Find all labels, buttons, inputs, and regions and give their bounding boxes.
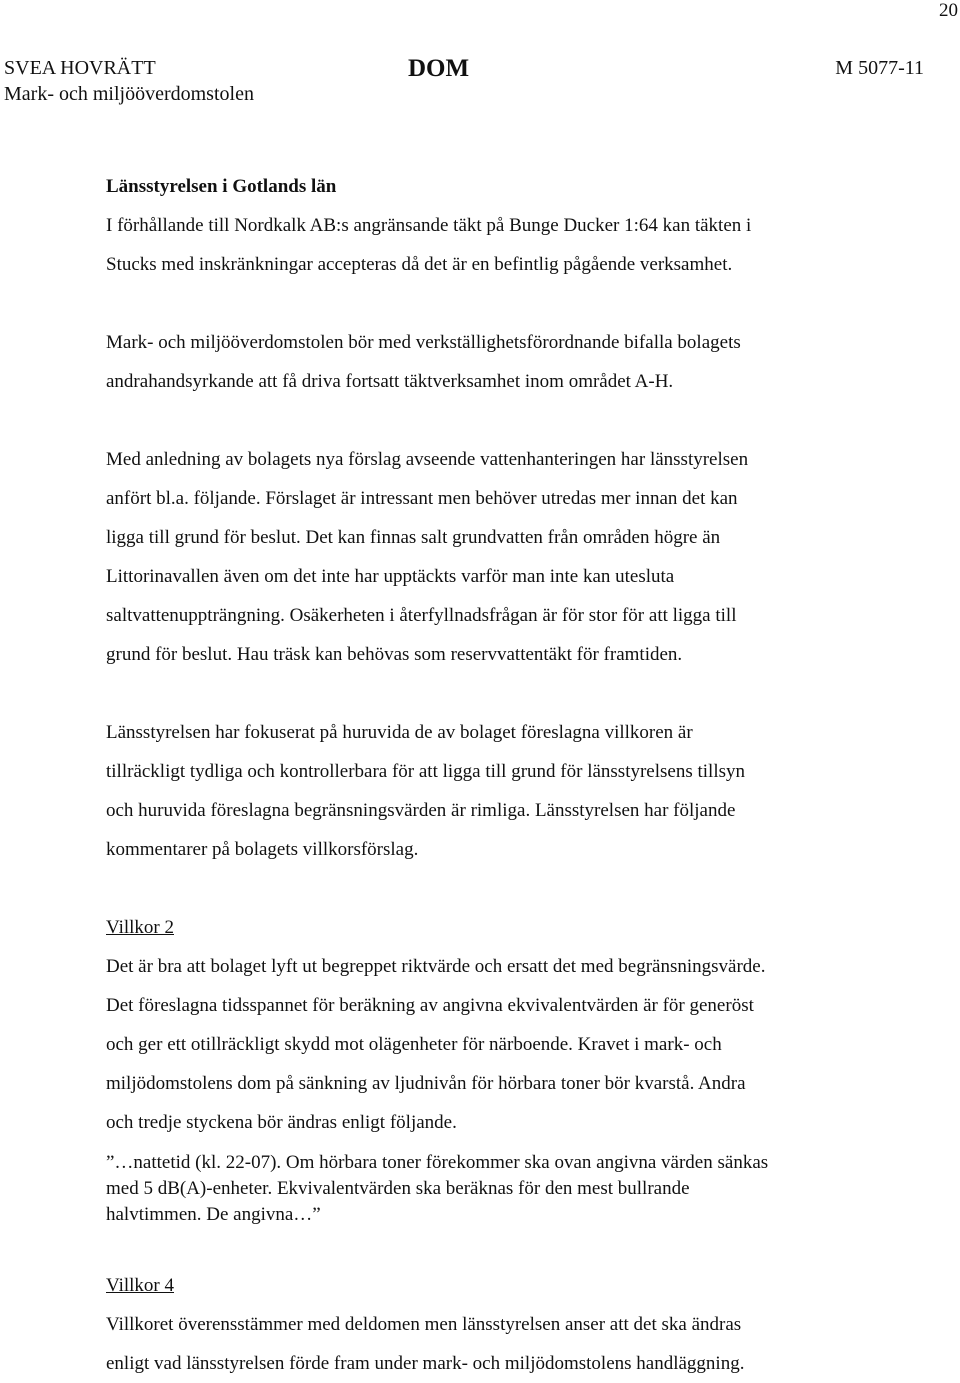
- page-number: 20: [939, 0, 958, 21]
- text-line: tillräckligt tydliga och kontrollerbara för att ligga till grund för länsstyrelsens tillsyn: [106, 761, 745, 782]
- document-body: [106, 167, 906, 1383]
- text-line: grund för beslut. Hau träsk kan behövas som reservvattentäkt för framtiden.: [106, 644, 683, 665]
- court-name-line2: Mark- och miljööverdomstolen: [4, 83, 254, 105]
- text-line: och huruvida föreslagna begränsningsvärden är rimliga. Länsstyrelsen har följande: [106, 800, 736, 821]
- paragraph-4: [106, 713, 906, 869]
- case-number: M 5077-11: [835, 57, 924, 79]
- text-line: Med anledning av bolagets nya förslag avseende vattenhanteringen har länsstyrelsen: [106, 449, 749, 470]
- text-line: Mark- och miljööverdomstolen bör med verkställighetsförordnande bifalla bolagets: [106, 332, 741, 353]
- paragraph-2: [106, 323, 906, 401]
- text-line: enligt vad länsstyrelsen förde fram under mark- och miljödomstolens handläggning.: [106, 1353, 745, 1374]
- text-line: Det föreslagna tidsspannet för beräkning av angivna ekvivalentvärden är för generöst: [106, 995, 754, 1016]
- text-line: och tredje styckena bör ändras enligt följande.: [106, 1112, 457, 1133]
- text-line: med 5 dB(A)-enheter. Ekvivalentvärden ska beräknas för den mest bullrande: [106, 1178, 690, 1199]
- text-line: miljödomstolens dom på sänkning av ljudnivån för hörbara toner bör kvarstå. Andra: [106, 1073, 746, 1094]
- text-line: Littorinavallen även om det inte har upptäckts varför man inte kan utesluta: [106, 566, 675, 587]
- text-line: Det är bra att bolaget lyft ut begreppet riktvärde och ersatt det med begränsningsvärde.: [106, 956, 766, 977]
- text-line: och ger ett otillräckligt skydd mot olägenheter för närboende. Kravet i mark- och: [106, 1034, 722, 1055]
- paragraph-1: [106, 206, 906, 284]
- text-line: ”…nattetid (kl. 22-07). Om hörbara toner förekommer ska ovan angivna värden sänkas: [106, 1152, 769, 1173]
- text-line: Länsstyrelsen har fokuserat på huruvida de av bolaget föreslagna villkoren är: [106, 722, 693, 743]
- text-line: I förhållande till Nordkalk AB:s angränsande täkt på Bunge Ducker 1:64 kan täkten i: [106, 215, 752, 236]
- villkor-4-text: [106, 1305, 906, 1383]
- villkor-2-text: [106, 947, 906, 1142]
- text-line: Stucks med inskränkningar accepteras då det är en befintlig pågående verksamhet.: [106, 254, 733, 275]
- court-name: [4, 55, 254, 107]
- section-heading: Länsstyrelsen i Gotlands län: [106, 176, 337, 197]
- villkor-4-heading: Villkor 4: [106, 1275, 174, 1296]
- document-type: DOM: [408, 55, 470, 82]
- text-line: halvtimmen. De angivna…”: [106, 1204, 321, 1225]
- villkor-2-quote: [106, 1150, 906, 1228]
- text-line: ligga till grund för beslut. Det kan finnas salt grundvatten från områden högre än: [106, 527, 721, 548]
- text-line: anfört bl.a. följande. Förslaget är intressant men behöver utredas mer innan det kan: [106, 488, 738, 509]
- text-line: andrahandsyrkande att få driva fortsatt täktverksamhet inom området A-H.: [106, 371, 674, 392]
- text-line: saltvattenuppträngning. Osäkerheten i återfyllnadsfrågan är för stor för att ligga till: [106, 605, 737, 626]
- text-line: Villkoret överensstämmer med deldomen men länsstyrelsen anser att det ska ändras: [106, 1314, 742, 1335]
- text-line: kommentarer på bolagets villkorsförslag.: [106, 839, 419, 860]
- villkor-2-heading: Villkor 2: [106, 917, 174, 938]
- court-name-line1: SVEA HOVRÄTT: [4, 57, 156, 79]
- paragraph-3: [106, 440, 906, 674]
